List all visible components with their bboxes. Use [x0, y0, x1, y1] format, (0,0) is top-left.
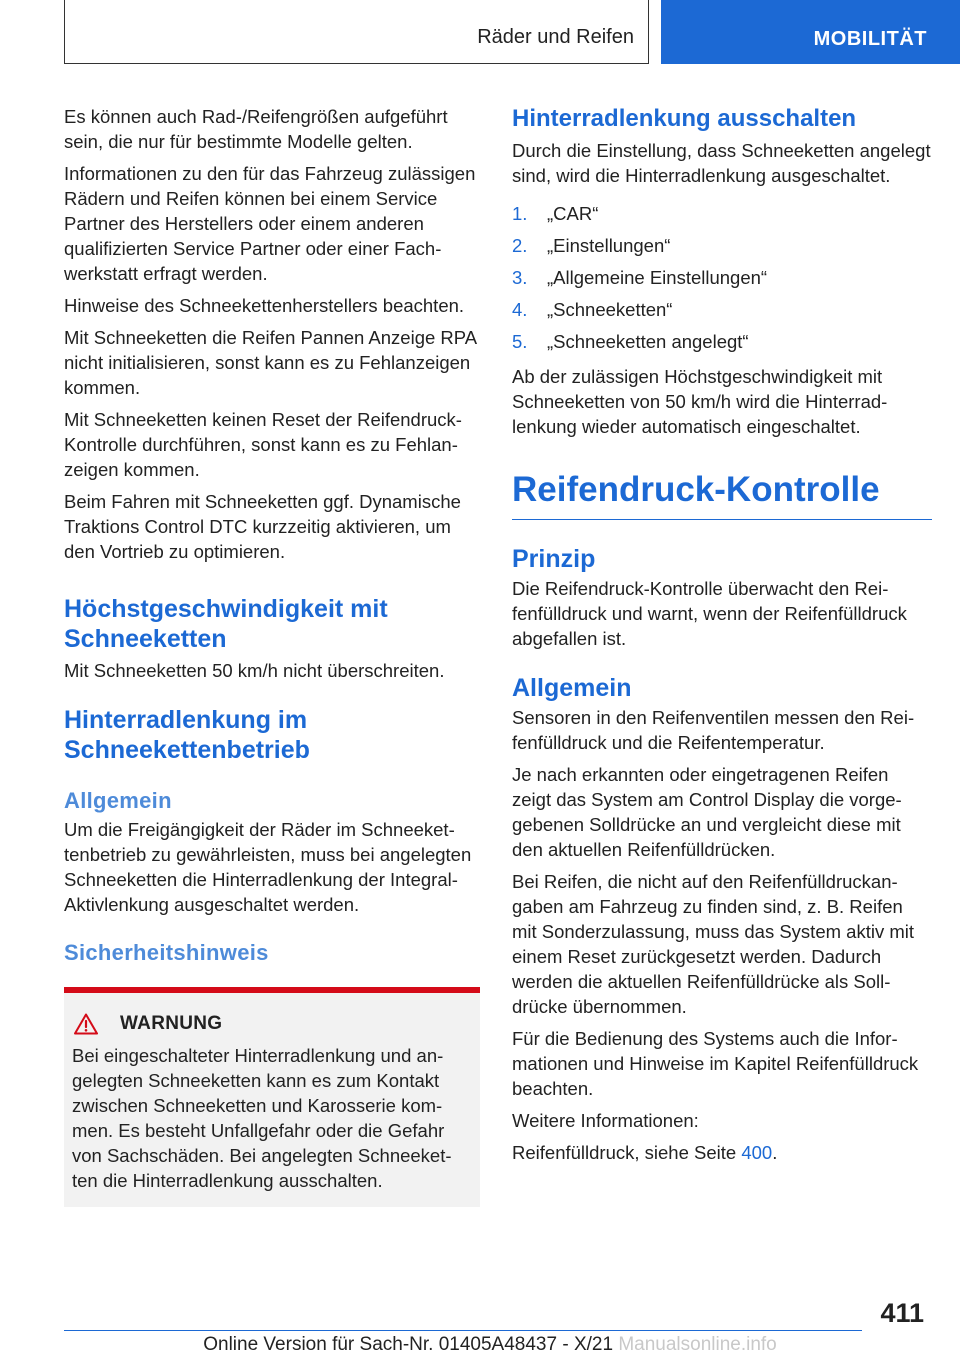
paragraph: Mit Schneeketten die Reifen Pannen Anzeige RPA nicht initialisieren, sonst kann es zu Fehlanzeigen kommen.	[64, 327, 477, 398]
paragraph-general: Um die Freigängigkeit der Räder im Schneekettenbetrieb zu gewährleisten, muss bei angelegten Schneeketten die Hinterradlenkung der Integral-Aktivlenkung ausgeschaltet werden.	[64, 819, 472, 915]
step-number: 1.	[512, 203, 528, 224]
heading-general: Allgemein	[64, 788, 172, 813]
steps-list	[512, 198, 932, 358]
header-frame	[64, 0, 649, 64]
warning-header	[72, 1013, 466, 1035]
list-item	[512, 326, 932, 358]
paragraph: Beim Fahren mit Schneeketten ggf. Dynamische Traktions Control DTC kurzzeitig aktivieren, um den Vortrieb zu optimieren.	[64, 491, 461, 562]
paragraph: Für die Bedienung des Systems auch die Informationen und Hinweise im Kapitel Reifenfülldruck beachten.	[512, 1028, 919, 1099]
heading-principle: Prinzip	[512, 545, 596, 573]
reference-line	[512, 1140, 932, 1165]
paragraph-after-steps: Ab der zulässigen Höchstgeschwindigkeit mit Schneeketten von 50 km/h wird die Hinterradlenkung wieder automatisch eingeschaltet.	[512, 366, 888, 437]
watermark-text: Manualsonline.info	[618, 1334, 777, 1355]
warning-title: WARNUNG	[120, 1013, 223, 1034]
paragraph-principle: Die Reifendruck-Kontrolle überwacht den Reifenfülldruck und warnt, wenn der Reifenfülldruck abgefallen ist.	[512, 578, 907, 649]
warning-text: Bei eingeschalteter Hinterradlenkung und angelegten Schneeketten kann es zum Kontakt zwischen Schneeketten und Karosserie kommen. Es besteht Unfallgefahr oder die Gefahr von Sachschäden. Bei angelegten Schneeketten die Hinterradlenkung ausschalten.	[72, 1045, 452, 1191]
left-column	[64, 104, 480, 1207]
step-number: 5.	[512, 331, 528, 352]
page-number: 411	[880, 1298, 924, 1328]
paragraph: Informationen zu den für das Fahrzeug zulässigen Rädern und Reifen können bei einem Service Partner des Herstellers oder einem anderen qualifizierten Service Partner oder einer Fachwerkstatt erfragt werden.	[64, 163, 476, 284]
step-text: „CAR“	[547, 203, 599, 224]
header-chapter-tab[interactable]	[661, 0, 960, 64]
footer-rule	[64, 1330, 862, 1331]
step-number: 4.	[512, 299, 528, 320]
list-item	[512, 294, 932, 326]
heading-rule	[512, 519, 932, 520]
paragraph: Je nach erkannten oder eingetragenen Reifen zeigt das System am Control Display die vorgegebenen Solldrücke an und vergleicht diese mit den aktuellen Reifenfülldrücken.	[512, 764, 902, 860]
online-version-text: Online Version für Sach-Nr. 01405A48437 - X/21	[203, 1334, 614, 1355]
heading-rear-steering: Hinterradlenkung im Schneekettenbetrieb	[64, 706, 310, 764]
reference-end: .	[772, 1142, 778, 1163]
list-item	[512, 198, 932, 230]
heading-safety: Sicherheitshinweis	[64, 940, 269, 965]
paragraph: Sensoren in den Reifenventilen messen den Reifenfülldruck und die Reifentemperatur.	[512, 707, 915, 753]
paragraph: Bei Reifen, die nicht auf den Reifenfülldruckangaben am Fahrzeug zu finden sind, z. B. Reifen mit Sonderzulassung, muss das System aktiv mit einem Reset zurückgesetzt werden. Dadurch werden die aktuellen Reifenfülldrücke als Solldrücke übernommen.	[512, 871, 915, 1017]
paragraph: Hinweise des Schneekettenherstellers beachten.	[64, 295, 465, 316]
list-item	[512, 262, 932, 294]
page-reference-link[interactable]: 400	[741, 1142, 773, 1163]
step-text: „Einstellungen“	[547, 235, 671, 256]
footer	[0, 1334, 960, 1356]
step-number: 3.	[512, 267, 528, 288]
list-item	[512, 230, 932, 262]
chapter-heading-tire-pressure: Reifendruck-Kontrolle	[512, 470, 880, 509]
warning-triangle-icon	[74, 1013, 98, 1035]
header-chapter-label: MOBILITÄT	[813, 28, 927, 50]
step-text: „Schneeketten angelegt“	[547, 331, 749, 352]
reference-text: Reifenfülldruck, siehe Seite	[512, 1142, 742, 1163]
paragraph: Mit Schneeketten keinen Reset der Reifendruck-Kontrolle durchführen, sonst kann es zu Fehlanzeigen kommen.	[64, 409, 462, 480]
header-section-title: Räder und Reifen	[477, 26, 634, 48]
paragraph: Es können auch Rad-/Reifengrößen aufgeführt sein, die nur für bestimmte Modelle gelten.	[64, 106, 448, 152]
paragraph-off: Durch die Einstellung, dass Schneeketten angelegt sind, wird die Hinterradlenkung ausgeschaltet.	[512, 140, 931, 186]
heading-rear-steering-off: Hinterradlenkung ausschalten	[512, 105, 857, 132]
heading-general-right: Allgemein	[512, 674, 632, 702]
step-text: „Schneeketten“	[547, 299, 673, 320]
step-text: „Allgemeine Einstellungen“	[547, 267, 768, 288]
right-column	[512, 104, 932, 1172]
warning-box	[64, 987, 480, 1207]
heading-speed: Höchstgeschwindigkeit mit Schneeketten	[64, 595, 388, 653]
step-number: 2.	[512, 235, 528, 256]
paragraph-more-info: Weitere Informationen:	[512, 1110, 699, 1131]
paragraph-speed: Mit Schneeketten 50 km/h nicht überschreiten.	[64, 660, 445, 681]
